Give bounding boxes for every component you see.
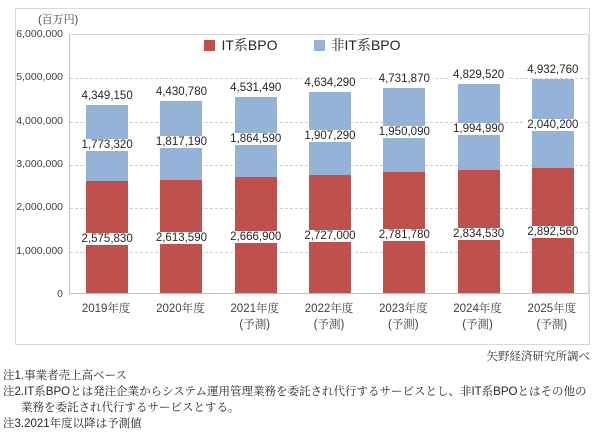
x-tick-label <box>528 301 577 333</box>
x-tick-year: 2024年度 <box>453 303 502 315</box>
x-tick-label <box>156 301 205 317</box>
segment-value-label-it-bpo: 2,834,530 <box>450 228 507 240</box>
x-tick-year: 2025年度 <box>527 303 577 315</box>
legend-label: 非IT系BPO <box>330 37 401 53</box>
x-tick-label <box>82 301 131 317</box>
y-tick-label: 2,000,000 <box>16 201 63 214</box>
total-value-label: 4,932,760 <box>524 64 581 76</box>
x-tick-forecast-note: (予測) <box>462 319 493 331</box>
y-tick-label: 1,000,000 <box>16 244 63 257</box>
x-tick-year: 2019年度 <box>81 303 131 315</box>
footnote-line: 注3.2021年度以降は予測値 <box>3 418 142 430</box>
total-value-label: 4,829,520 <box>450 69 507 81</box>
footnote-line: 注2.IT系BPOとは発注企業からシステム運用管理業務を委託され代行するサービスとし、非IT系BPOとはその他の <box>3 386 587 398</box>
segment-value-label-it-bpo: 2,666,900 <box>227 231 284 243</box>
segment-value-label-non-it-bpo: 1,864,590 <box>227 133 284 145</box>
segment-value-label-non-it-bpo: 1,950,090 <box>376 126 433 138</box>
segment-value-label-non-it-bpo: 1,994,990 <box>450 123 507 135</box>
y-tick-label: 0 <box>57 288 63 300</box>
y-tick-label: 4,000,000 <box>16 114 63 127</box>
legend-label: IT系BPO <box>221 37 278 53</box>
y-tick-label: 3,000,000 <box>16 158 63 170</box>
chart-area <box>15 8 590 345</box>
y-axis-unit-label: (百万円) <box>38 14 79 26</box>
x-tick-label <box>453 301 502 333</box>
x-tick-year: 2020年度 <box>156 303 205 315</box>
x-tick-year: 2021年度 <box>230 303 279 315</box>
legend-swatch-icon <box>314 40 325 51</box>
legend-swatch-icon <box>204 40 215 51</box>
footnote-line: 注1.事業者売上高ベース <box>3 370 128 382</box>
segment-value-label-it-bpo: 2,727,000 <box>301 230 358 242</box>
x-tick-label <box>230 301 279 333</box>
footnotes <box>3 368 586 432</box>
source-credit: 矢野経済研究所調べ <box>486 351 590 363</box>
segment-value-label-non-it-bpo: 1,817,190 <box>153 136 210 148</box>
x-tick-forecast-note: (予測) <box>387 319 419 331</box>
footnote-line: 業務を委託され代行するサービスとする。 <box>21 402 240 414</box>
y-tick-label: 5,000,000 <box>16 71 63 84</box>
segment-value-label-non-it-bpo: 2,040,200 <box>524 119 581 131</box>
x-tick-forecast-note: (予測) <box>313 319 345 331</box>
total-value-label: 4,349,150 <box>79 90 136 102</box>
chart-legend <box>16 35 589 55</box>
segment-value-label-it-bpo: 2,613,590 <box>153 232 210 244</box>
x-tick-year: 2023年度 <box>378 303 428 315</box>
x-tick-label <box>379 301 428 333</box>
x-tick-year: 2022年度 <box>304 303 354 315</box>
x-tick-forecast-note: (予測) <box>239 319 271 331</box>
total-value-label: 4,531,490 <box>227 82 284 94</box>
x-tick-label <box>305 301 354 333</box>
plot-area <box>69 34 589 294</box>
legend-item-non-it-bpo <box>314 35 401 55</box>
x-tick-forecast-note: (予測) <box>536 319 568 331</box>
total-value-label: 4,731,870 <box>376 73 433 85</box>
total-value-label: 4,634,290 <box>301 77 358 89</box>
total-value-label: 4,430,780 <box>153 86 210 98</box>
segment-value-label-non-it-bpo: 1,773,320 <box>79 139 136 151</box>
legend-item-it-bpo <box>204 35 277 55</box>
segment-value-label-it-bpo: 2,781,780 <box>376 229 433 241</box>
segment-value-label-it-bpo: 2,892,560 <box>524 226 581 238</box>
segment-value-label-it-bpo: 2,575,830 <box>79 233 136 245</box>
y-tick-label: 6,000,000 <box>16 28 63 40</box>
segment-value-label-non-it-bpo: 1,907,290 <box>301 130 358 142</box>
